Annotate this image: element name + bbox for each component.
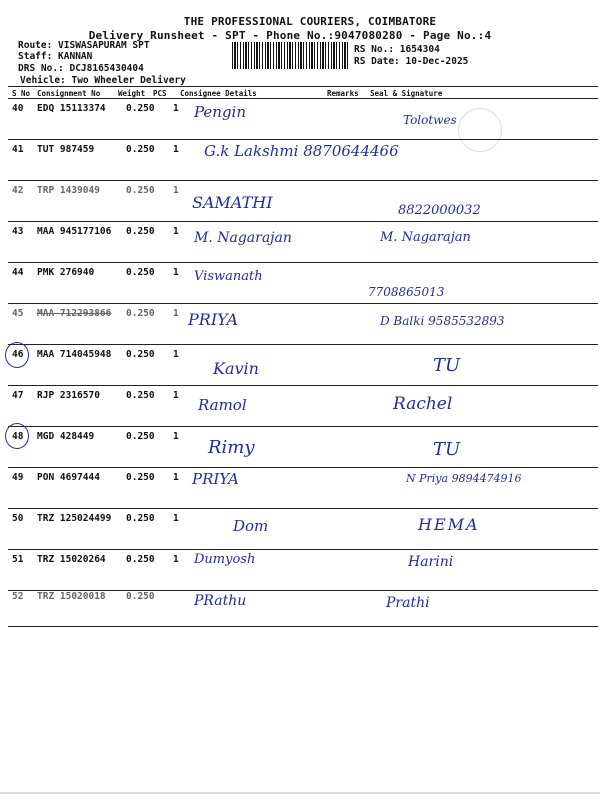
row-pcs: 1 [173,267,179,278]
row-consignment: PON 4697444 [37,472,100,483]
table-row [8,587,598,627]
signature-handwriting: 7708865013 [368,285,445,299]
row-weight: 0.250 [126,554,155,565]
col-remarks-header: Remarks [327,89,359,98]
row-circle-mark [5,342,29,368]
row-pcs: 1 [173,472,179,483]
signature-handwriting: 8822000032 [398,203,481,218]
row-weight: 0.250 [126,267,155,278]
row-sno: 49 [12,472,24,483]
table-row [8,345,598,385]
row-consignment: TRZ 15020018 [37,591,106,602]
table-row [8,427,598,467]
col-seal-header: Seal & Signature [370,89,443,98]
signature-handwriting: M. Nagarajan [380,230,471,245]
row-weight: 0.250 [126,144,155,155]
signature-handwriting: Harini [408,554,454,570]
signature-handwriting: HEMA [418,515,480,534]
table-row [8,181,598,221]
col-sno-header: S No [12,89,31,98]
consignee-handwriting: PRIYA [188,310,239,329]
row-pcs: 1 [173,226,179,237]
consignee-handwriting: G.k Lakshmi 8870644466 [204,142,399,160]
row-sno: 47 [12,390,24,401]
row-sno: 51 [12,554,24,565]
row-consignment: MAA 945177106 [37,226,112,237]
row-sno: 42 [12,185,24,196]
consignee-handwriting: Rimy [208,437,255,458]
row-sno: 44 [12,267,24,278]
row-divider [8,626,598,627]
consignee-handwriting: PRIYA [192,470,239,488]
consignee-handwriting: PRathu [194,593,247,609]
row-consignment: TRZ 125024499 [37,513,112,524]
row-weight: 0.250 [126,591,155,602]
table-row [8,550,598,590]
staff-label: Staff: KANNAN [18,51,93,62]
barcode-image [232,42,350,69]
col-consignment-header: Consignment No [37,89,101,98]
row-consignment: RJP 2316570 [37,390,100,401]
row-sno: 45 [12,308,24,319]
rs-date-label: RS Date: 10-Dec-2025 [354,56,469,67]
consignee-handwriting: Viswanath [194,269,263,284]
row-consignment: EDQ 15113374 [37,103,106,114]
table-top-rule [8,86,598,87]
row-consignment: TRP 1439049 [37,185,100,196]
col-weight-header: Weight [118,89,146,98]
drs-no-label: DRS No.: DCJ8165430404 [18,63,144,74]
row-pcs: 1 [173,431,179,442]
runsheet-subtitle: Delivery Runsheet - SPT - Phone No.:9047080280 - Page No.:4 [88,29,492,42]
table-row [8,304,598,344]
consignee-handwriting: SAMATHI [192,193,273,212]
signature-handwriting: TU [433,439,461,460]
row-sno: 50 [12,513,24,524]
row-sno: 48 [12,431,24,442]
col-consignee-header: Consignee Details [180,89,257,98]
row-sno: 43 [12,226,24,237]
row-consignment: MAA 714045948 [37,349,112,360]
table-row [8,468,598,508]
signature-handwriting: Prathi [386,595,430,611]
signature-handwriting: Tolotwes [403,113,457,127]
row-sno: 52 [12,591,24,602]
row-pcs: 1 [173,103,179,114]
row-weight: 0.250 [126,308,155,319]
row-sno: 46 [12,349,24,360]
row-pcs: 1 [173,554,179,565]
signature-handwriting: N Priya 9894474916 [406,472,522,485]
table-row [8,263,598,303]
consignee-handwriting: Ramol [198,396,247,414]
signature-handwriting: D Balki 9585532893 [380,314,505,328]
consignee-handwriting: M. Nagarajan [194,230,292,246]
col-pcs-header: PCS [153,89,167,98]
signature-handwriting: Rachel [393,394,453,414]
row-consignment: TRZ 15020264 [37,554,106,565]
row-weight: 0.250 [126,349,155,360]
row-weight: 0.250 [126,472,155,483]
table-row [8,140,598,180]
consignee-handwriting: Dumyosh [194,552,256,567]
consignee-handwriting: Kavin [213,359,259,378]
row-weight: 0.250 [126,431,155,442]
row-weight: 0.250 [126,226,155,237]
row-weight: 0.250 [126,513,155,524]
consignee-handwriting: Dom [233,517,269,535]
table-row [8,99,598,139]
company-title: THE PROFESSIONAL COURIERS, COIMBATORE [183,15,437,28]
row-pcs: 1 [173,349,179,360]
row-pcs: 1 [173,308,179,319]
row-pcs: 1 [173,390,179,401]
row-weight: 0.250 [126,103,155,114]
page-footer-edge [0,792,600,794]
row-consignment: MGD 428449 [37,431,95,442]
signature-handwriting: TU [433,355,461,376]
row-sno: 40 [12,103,24,114]
row-consignment: TUT 987459 [37,144,95,155]
row-consignment: MAA 712293866 [37,308,112,319]
row-pcs: 1 [173,513,179,524]
vehicle-label: Vehicle: Two Wheeler Delivery [20,75,186,86]
row-weight: 0.250 [126,390,155,401]
row-pcs: 1 [173,185,179,196]
route-label: Route: VISWASAPURAM SPT [18,40,150,51]
row-consignment: PMK 276940 [37,267,95,278]
table-row [8,509,598,549]
rs-no-label: RS No.: 1654304 [354,44,440,55]
table-row [8,222,598,262]
table-row [8,386,598,426]
row-weight: 0.250 [126,185,155,196]
row-circle-mark [5,423,29,449]
row-pcs: 1 [173,144,179,155]
row-sno: 41 [12,144,24,155]
consignee-handwriting: Pengin [194,103,247,121]
